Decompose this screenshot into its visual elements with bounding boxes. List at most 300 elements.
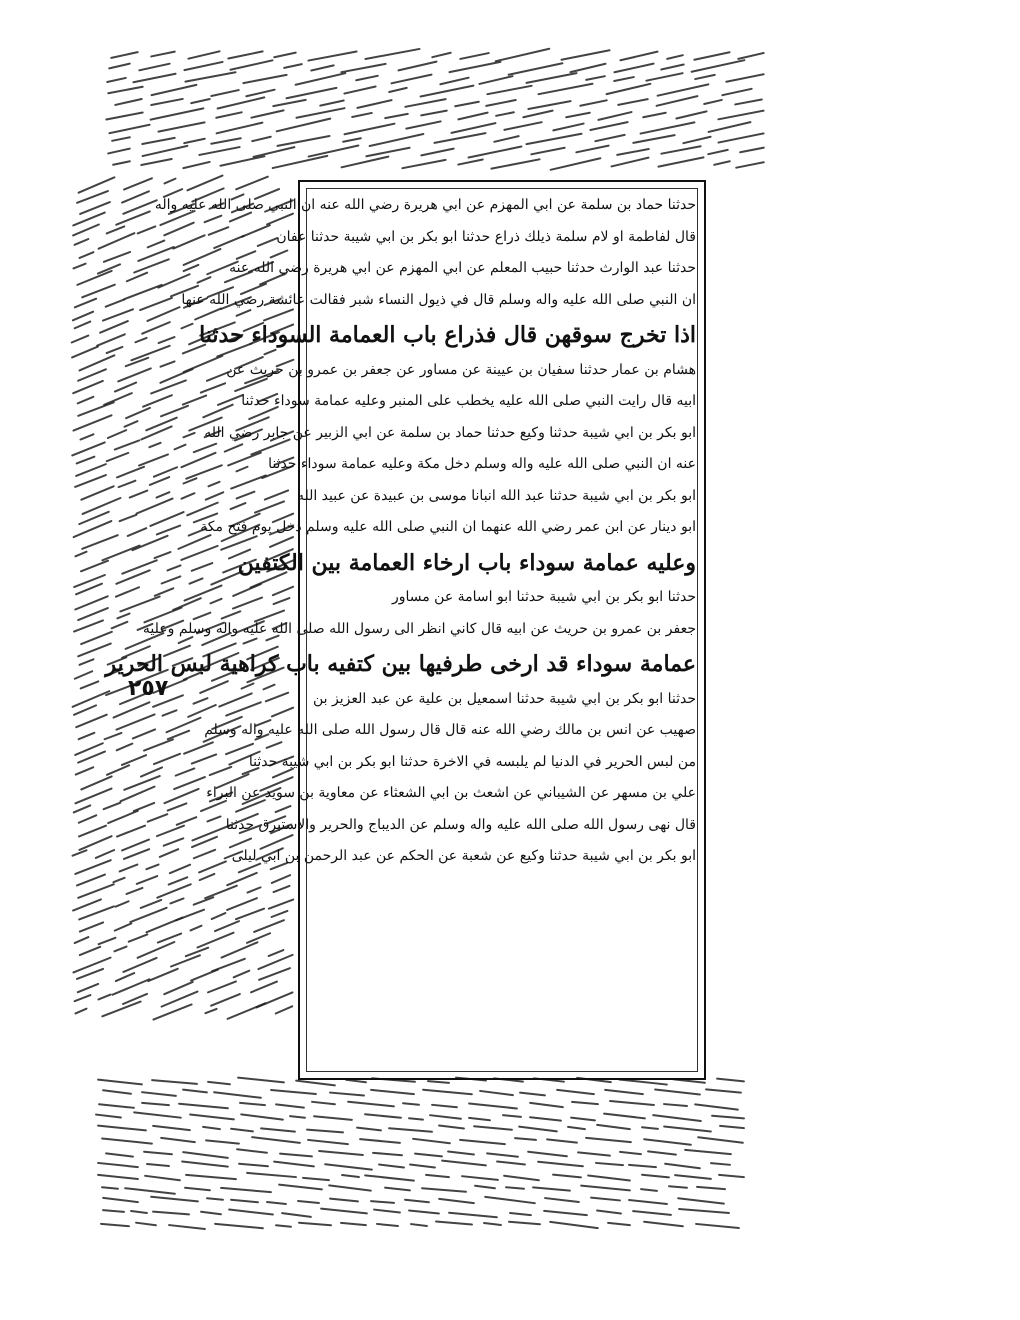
handwriting-stroke — [549, 1221, 599, 1229]
handwriting-stroke — [206, 1197, 224, 1201]
handwriting-stroke — [135, 1221, 157, 1226]
handwriting-stroke — [210, 137, 241, 145]
handwriting-stroke — [577, 1151, 611, 1156]
handwriting-stroke — [101, 1186, 119, 1190]
handwriting-stroke — [364, 1113, 402, 1119]
handwriting-stroke — [675, 110, 707, 119]
handwriting-stroke — [527, 100, 572, 110]
handwriting-stroke — [220, 1186, 272, 1192]
handwriting-stroke — [181, 1160, 229, 1167]
handwriting-stroke — [207, 980, 237, 993]
handwriting-stroke — [129, 907, 168, 924]
handwriting-stroke — [105, 112, 143, 121]
handwriting-stroke — [318, 1150, 364, 1156]
handwriting-stroke — [235, 490, 256, 500]
handwriting-stroke — [116, 825, 147, 839]
handwriting-stroke — [410, 1223, 428, 1227]
handwriting-stroke — [420, 148, 455, 157]
text-line: ابو بكر بن ابي شيبة حدثنا وكيع حدثنا حماد بن سلمة عن ابي الزبير عن جابر رضي الله — [204, 424, 696, 441]
handwriting-stroke — [190, 562, 213, 572]
handwriting-stroke — [73, 670, 93, 680]
handwriting-stroke — [307, 51, 358, 62]
handwriting-stroke — [147, 239, 166, 248]
handwriting-stroke — [161, 709, 177, 717]
handwriting-stroke — [227, 451, 262, 467]
handwriting-stroke — [368, 133, 424, 147]
handwriting-stroke — [107, 810, 139, 825]
handwriting-stroke — [80, 283, 115, 298]
handwriting-stroke — [613, 62, 654, 73]
handwriting-stroke — [185, 1174, 237, 1180]
handwriting-stroke — [226, 896, 259, 910]
handwriting-stroke — [296, 108, 346, 120]
handwriting-stroke — [596, 1209, 622, 1214]
handwriting-stroke — [130, 1210, 148, 1214]
handwriting-stroke — [359, 1138, 401, 1144]
handwriting-stroke — [180, 545, 218, 561]
handwriting-stroke — [525, 72, 577, 84]
handwriting-stroke — [263, 683, 277, 690]
handwriting-stroke — [207, 226, 229, 236]
handwriting-stroke — [142, 145, 189, 158]
handwriting-stroke — [113, 946, 127, 953]
handwriting-stroke — [214, 920, 241, 933]
handwriting-stroke — [100, 1223, 130, 1228]
handwriting-stroke — [154, 586, 175, 596]
handwriting-stroke — [298, 1222, 332, 1227]
handwriting-stroke — [237, 1077, 285, 1084]
handwriting-stroke — [310, 65, 334, 72]
handwriting-stroke — [594, 134, 626, 143]
handwriting-stroke — [589, 121, 629, 131]
handwriting-stroke — [73, 262, 88, 269]
handwriting-stroke — [105, 225, 125, 235]
handwriting-stroke — [172, 234, 206, 250]
handwriting-stroke — [617, 98, 649, 106]
handwriting-stroke — [560, 49, 611, 61]
handwriting-stroke — [116, 612, 130, 619]
handwriting-stroke — [271, 155, 328, 170]
handwriting-stroke — [711, 1114, 745, 1119]
handwriting-stroke — [258, 967, 291, 981]
handwriting-stroke — [207, 1080, 231, 1085]
handwriting-stroke — [150, 98, 183, 106]
handwriting-stroke — [595, 1162, 624, 1166]
handwriting-stroke — [105, 1152, 134, 1157]
handwriting-stroke — [272, 597, 291, 606]
handwriting-stroke — [108, 123, 150, 134]
handwriting-stroke — [486, 85, 532, 96]
handwriting-stroke — [110, 621, 129, 630]
handwriting-stroke — [384, 113, 409, 120]
handwriting-stroke — [118, 864, 138, 874]
handwriting-stroke — [278, 1184, 323, 1191]
handwriting-stroke — [79, 354, 116, 372]
handwriting-stroke — [575, 145, 609, 154]
handwriting-stroke — [146, 305, 181, 322]
page-number: ٢٥٧ — [128, 676, 169, 701]
handwriting-stroke — [74, 766, 94, 776]
handwriting-stroke — [565, 112, 591, 119]
handwriting-stroke — [302, 1176, 330, 1180]
handwriting-stroke — [718, 1173, 745, 1178]
handwriting-stroke — [678, 1208, 730, 1214]
handwriting-stroke — [156, 491, 171, 499]
handwriting-stroke — [580, 1185, 631, 1192]
handwriting-stroke — [159, 848, 180, 858]
handwriting-stroke — [596, 1124, 631, 1130]
handwriting-stroke — [78, 906, 115, 921]
handwriting-stroke — [107, 429, 128, 440]
handwriting-stroke — [71, 441, 106, 456]
handwriting-stroke — [162, 837, 184, 847]
handwriting-stroke — [277, 135, 331, 147]
chapter-heading-silk: عمامة سوداء قد ارخى طرفيها بين كتفيه باب كراهية لبس الحرير — [105, 651, 696, 677]
handwriting-stroke — [439, 76, 469, 85]
handwriting-stroke — [76, 982, 99, 993]
handwriting-stroke — [166, 565, 181, 572]
handwriting-stroke — [264, 489, 290, 501]
handwriting-stroke — [192, 697, 208, 705]
handwriting-stroke — [267, 898, 294, 910]
handwriting-stroke — [484, 1196, 536, 1205]
handwriting-stroke — [72, 620, 103, 634]
handwriting-stroke — [546, 1139, 578, 1145]
handwriting-stroke — [150, 380, 187, 396]
handwriting-stroke — [240, 1113, 284, 1121]
handwriting-stroke — [390, 73, 432, 84]
handwriting-stroke — [115, 742, 133, 751]
handwriting-stroke — [295, 72, 347, 86]
handwriting-stroke — [74, 238, 90, 246]
handwriting-stroke — [115, 713, 156, 731]
handwriting-stroke — [707, 121, 752, 133]
handwriting-stroke — [297, 1200, 320, 1204]
handwriting-stroke — [388, 86, 407, 92]
handwriting-stroke — [735, 161, 764, 169]
handwriting-stroke — [632, 134, 675, 144]
handwriting-stroke — [421, 1187, 467, 1193]
handwriting-stroke — [227, 1002, 268, 1020]
handwriting-stroke — [694, 51, 732, 61]
text-line: ابو بكر بن ابي شيبة حدثنا عبد الله انبانا موسى بن عبيدة عن عبيد الله — [296, 487, 696, 504]
text-line: ابو بكر بن ابي شيبة حدثنا وكيع عن شعبة عن الحكم عن عبد الرحمن بن ابي ليلى — [231, 848, 696, 864]
handwriting-stroke — [272, 585, 295, 596]
handwriting-stroke — [205, 1008, 219, 1015]
handwriting-stroke — [181, 395, 207, 407]
handwriting-stroke — [493, 135, 520, 143]
handwriting-stroke — [156, 824, 185, 837]
handwriting-stroke — [151, 1079, 198, 1085]
handwriting-stroke — [526, 133, 583, 146]
handwriting-stroke — [412, 1138, 451, 1145]
handwriting-stroke — [220, 941, 258, 959]
handwriting-stroke — [654, 1089, 700, 1096]
handwriting-stroke — [189, 1113, 235, 1120]
handwriting-stroke — [473, 1125, 513, 1131]
handwriting-stroke — [103, 731, 123, 740]
handwriting-stroke — [175, 767, 197, 777]
handwriting-stroke — [77, 814, 97, 824]
handwriting-stroke — [684, 1148, 732, 1154]
handwriting-stroke — [270, 874, 291, 885]
bottom-margin-annotations — [95, 1078, 745, 1248]
handwriting-stroke — [474, 1185, 496, 1190]
handwriting-stroke — [490, 159, 540, 171]
handwriting-stroke — [76, 270, 113, 286]
handwriting-stroke — [694, 74, 716, 80]
handwriting-stroke — [76, 873, 106, 887]
handwriting-stroke — [319, 99, 345, 107]
handwriting-stroke — [716, 1077, 745, 1082]
handwriting-stroke — [136, 497, 175, 515]
handwriting-stroke — [120, 190, 149, 204]
handwriting-stroke — [182, 247, 221, 265]
handwriting-stroke — [404, 1198, 430, 1203]
handwriting-stroke — [163, 222, 195, 237]
handwriting-stroke — [590, 1197, 621, 1202]
handwriting-stroke — [438, 1125, 465, 1130]
handwriting-stroke — [79, 201, 111, 215]
handwriting-stroke — [457, 159, 484, 166]
handwriting-stroke — [552, 123, 584, 132]
handwriting-stroke — [122, 956, 158, 973]
handwriting-stroke — [238, 1163, 270, 1168]
handwriting-stroke — [617, 148, 650, 156]
handwriting-stroke — [231, 596, 263, 610]
handwriting-stroke — [169, 898, 184, 905]
handwriting-stroke — [163, 788, 200, 805]
handwriting-stroke — [79, 433, 94, 441]
handwriting-stroke — [352, 112, 374, 118]
handwriting-stroke — [503, 1174, 540, 1181]
text-line: ان النبي صلى الله عليه واله وسلم قال في ذيول النساء شبر فقالت عائشة رضي الله عنها — [181, 291, 696, 308]
handwriting-stroke — [373, 1209, 401, 1214]
handwriting-stroke — [695, 1223, 740, 1229]
handwriting-stroke — [94, 848, 115, 858]
handwriting-stroke — [173, 776, 207, 791]
handwriting-stroke — [355, 75, 379, 82]
handwriting-stroke — [717, 110, 764, 121]
handwriting-stroke — [101, 1209, 125, 1213]
handwriting-stroke — [270, 1089, 317, 1095]
handwriting-stroke — [570, 1116, 596, 1121]
handwriting-stroke — [707, 149, 729, 156]
handwriting-stroke — [128, 489, 149, 499]
handwriting-stroke — [208, 766, 232, 777]
handwriting-stroke — [173, 444, 187, 451]
handwriting-stroke — [652, 1114, 701, 1122]
handwriting-stroke — [713, 160, 731, 166]
handwriting-stroke — [156, 883, 192, 899]
text-line: ابو دينار عن ابن عمر رضي الله عنهما ان النبي صلى الله عليه وسلم دخل يوم فتح مكة — [200, 519, 696, 535]
handwriting-stroke — [307, 144, 360, 158]
handwriting-stroke — [468, 1117, 491, 1122]
handwriting-stroke — [370, 1088, 415, 1094]
handwriting-stroke — [205, 1140, 240, 1145]
handwriting-stroke — [180, 492, 195, 500]
handwriting-stroke — [147, 813, 169, 823]
handwriting-stroke — [232, 583, 262, 598]
handwriting-stroke — [216, 121, 264, 134]
handwriting-stroke — [384, 1186, 411, 1191]
handwriting-stroke — [431, 52, 452, 59]
handwriting-stroke — [610, 156, 650, 167]
handwriting-stroke — [364, 1174, 415, 1182]
handwriting-stroke — [239, 1102, 266, 1106]
handwriting-stroke — [112, 160, 131, 166]
text-line: جعفر بن عمرو بن حريث عن ابيه قال كاني انظر الى رسول الله صلى الله عليه واله وسلم وعليه — [142, 620, 696, 637]
handwriting-stroke — [196, 276, 211, 284]
handwriting-stroke — [102, 1196, 139, 1203]
handwriting-stroke — [125, 272, 148, 283]
handwriting-stroke — [409, 1164, 437, 1169]
handwriting-stroke — [657, 156, 705, 168]
handwriting-stroke — [115, 210, 151, 226]
handwriting-stroke — [102, 309, 134, 323]
handwriting-stroke — [145, 863, 159, 870]
handwriting-stroke — [78, 251, 95, 260]
handwriting-stroke — [717, 133, 764, 144]
handwriting-stroke — [101, 1137, 153, 1144]
handwriting-stroke — [73, 573, 106, 588]
handwriting-stroke — [198, 873, 215, 882]
handwriting-stroke — [532, 1186, 571, 1191]
handwriting-stroke — [435, 1221, 473, 1226]
handwriting-stroke — [76, 606, 109, 621]
handwriting-stroke — [131, 728, 156, 740]
handwriting-stroke — [114, 98, 142, 106]
handwriting-stroke — [710, 1162, 731, 1166]
handwriting-stroke — [200, 1211, 222, 1216]
handwriting-stroke — [132, 72, 177, 83]
handwriting-stroke — [190, 968, 220, 982]
text-line: صهيب عن انس بن مالك رضي الله عنه قال قال رسول الله صلى الله عليه واله وسلم — [204, 722, 696, 738]
handwriting-stroke — [329, 1198, 359, 1203]
handwriting-stroke — [114, 382, 138, 394]
text-line: حدثنا عبد الوارث حدثنا حبيب المعلم عن ابي المهزم عن ابي هريرة رضي الله عنه — [229, 260, 696, 276]
handwriting-stroke — [230, 1127, 254, 1132]
handwriting-stroke — [219, 155, 265, 167]
handwriting-stroke — [273, 52, 297, 59]
handwriting-stroke — [528, 1116, 561, 1122]
handwriting-stroke — [329, 1091, 365, 1096]
handwriting-stroke — [74, 1007, 88, 1015]
handwriting-stroke — [405, 121, 442, 131]
handwriting-stroke — [251, 109, 286, 119]
handwriting-stroke — [544, 1197, 579, 1203]
handwriting-stroke — [77, 176, 116, 194]
handwriting-stroke — [125, 406, 152, 419]
handwriting-stroke — [640, 1188, 658, 1192]
handwriting-stroke — [295, 1079, 336, 1086]
handwriting-stroke — [668, 1185, 688, 1189]
handwriting-stroke — [606, 1222, 630, 1227]
handwriting-stroke — [666, 54, 684, 60]
handwriting-stroke — [230, 1199, 259, 1204]
handwriting-stroke — [527, 1151, 568, 1158]
handwriting-stroke — [190, 98, 211, 105]
handwriting-stroke — [123, 420, 138, 428]
handwriting-stroke — [138, 62, 171, 71]
handwriting-stroke — [260, 1127, 296, 1132]
handwriting-stroke — [642, 111, 667, 118]
handwriting-stroke — [275, 1224, 292, 1228]
handwriting-stroke — [103, 802, 122, 811]
handwriting-stroke — [408, 1117, 424, 1121]
handwriting-stroke — [429, 1114, 462, 1120]
handwriting-stroke — [76, 456, 97, 465]
handwriting-stroke — [150, 84, 197, 97]
handwriting-stroke — [537, 1161, 584, 1168]
handwriting-stroke — [142, 136, 176, 144]
handwriting-stroke — [153, 752, 181, 765]
handwriting-stroke — [107, 148, 131, 155]
handwriting-stroke — [483, 1222, 502, 1226]
handwriting-stroke — [246, 1172, 297, 1178]
handwriting-stroke — [275, 1104, 305, 1109]
handwriting-stroke — [457, 111, 489, 120]
handwriting-stroke — [241, 224, 271, 238]
handwriting-stroke — [660, 63, 685, 70]
handwriting-stroke — [97, 232, 135, 250]
handwriting-stroke — [320, 1208, 368, 1215]
handwriting-stroke — [663, 1103, 688, 1107]
handwriting-stroke — [449, 61, 502, 74]
handwriting-stroke — [123, 775, 161, 791]
handwriting-stroke — [495, 48, 551, 63]
text-line: حدثنا حماد بن سلمة عن ابي المهزم عن ابي هريرة رضي الله عنه ان النبي صلى الله عليه واله — [154, 197, 696, 213]
handwriting-stroke — [324, 1163, 373, 1171]
handwriting-stroke — [214, 1222, 264, 1229]
handwriting-stroke — [660, 145, 701, 155]
handwriting-stroke — [447, 1151, 475, 1156]
handwriting-stroke — [108, 63, 131, 70]
handwriting-stroke — [245, 88, 276, 97]
handwriting-stroke — [579, 99, 608, 107]
handwriting-stroke — [175, 816, 197, 826]
handwriting-stroke — [73, 321, 91, 330]
handwriting-stroke — [550, 157, 602, 171]
handwriting-stroke — [80, 681, 100, 691]
handwriting-stroke — [454, 101, 480, 108]
handwriting-stroke — [485, 99, 516, 107]
handwriting-stroke — [619, 51, 658, 62]
handwriting-stroke — [276, 118, 332, 133]
handwriting-stroke — [115, 465, 145, 478]
handwriting-stroke — [343, 85, 377, 94]
handwriting-stroke — [117, 367, 152, 382]
handwriting-stroke — [198, 861, 227, 874]
handwriting-stroke — [507, 62, 563, 76]
handwriting-stroke — [140, 425, 173, 441]
handwriting-stroke — [734, 98, 762, 105]
handwriting-stroke — [663, 1125, 712, 1132]
handwriting-stroke — [145, 917, 183, 934]
handwriting-stroke — [503, 120, 543, 130]
handwriting-stroke — [459, 52, 490, 60]
handwriting-stroke — [200, 382, 227, 394]
handwriting-stroke — [340, 63, 387, 74]
handwriting-stroke — [97, 1124, 147, 1131]
handwriting-stroke — [148, 442, 162, 449]
handwriting-stroke — [150, 50, 176, 57]
handwriting-stroke — [281, 1212, 312, 1218]
handwriting-stroke — [694, 1103, 739, 1110]
handwriting-stroke — [74, 474, 107, 488]
handwriting-stroke — [148, 476, 170, 486]
handwriting-stroke — [106, 77, 127, 83]
